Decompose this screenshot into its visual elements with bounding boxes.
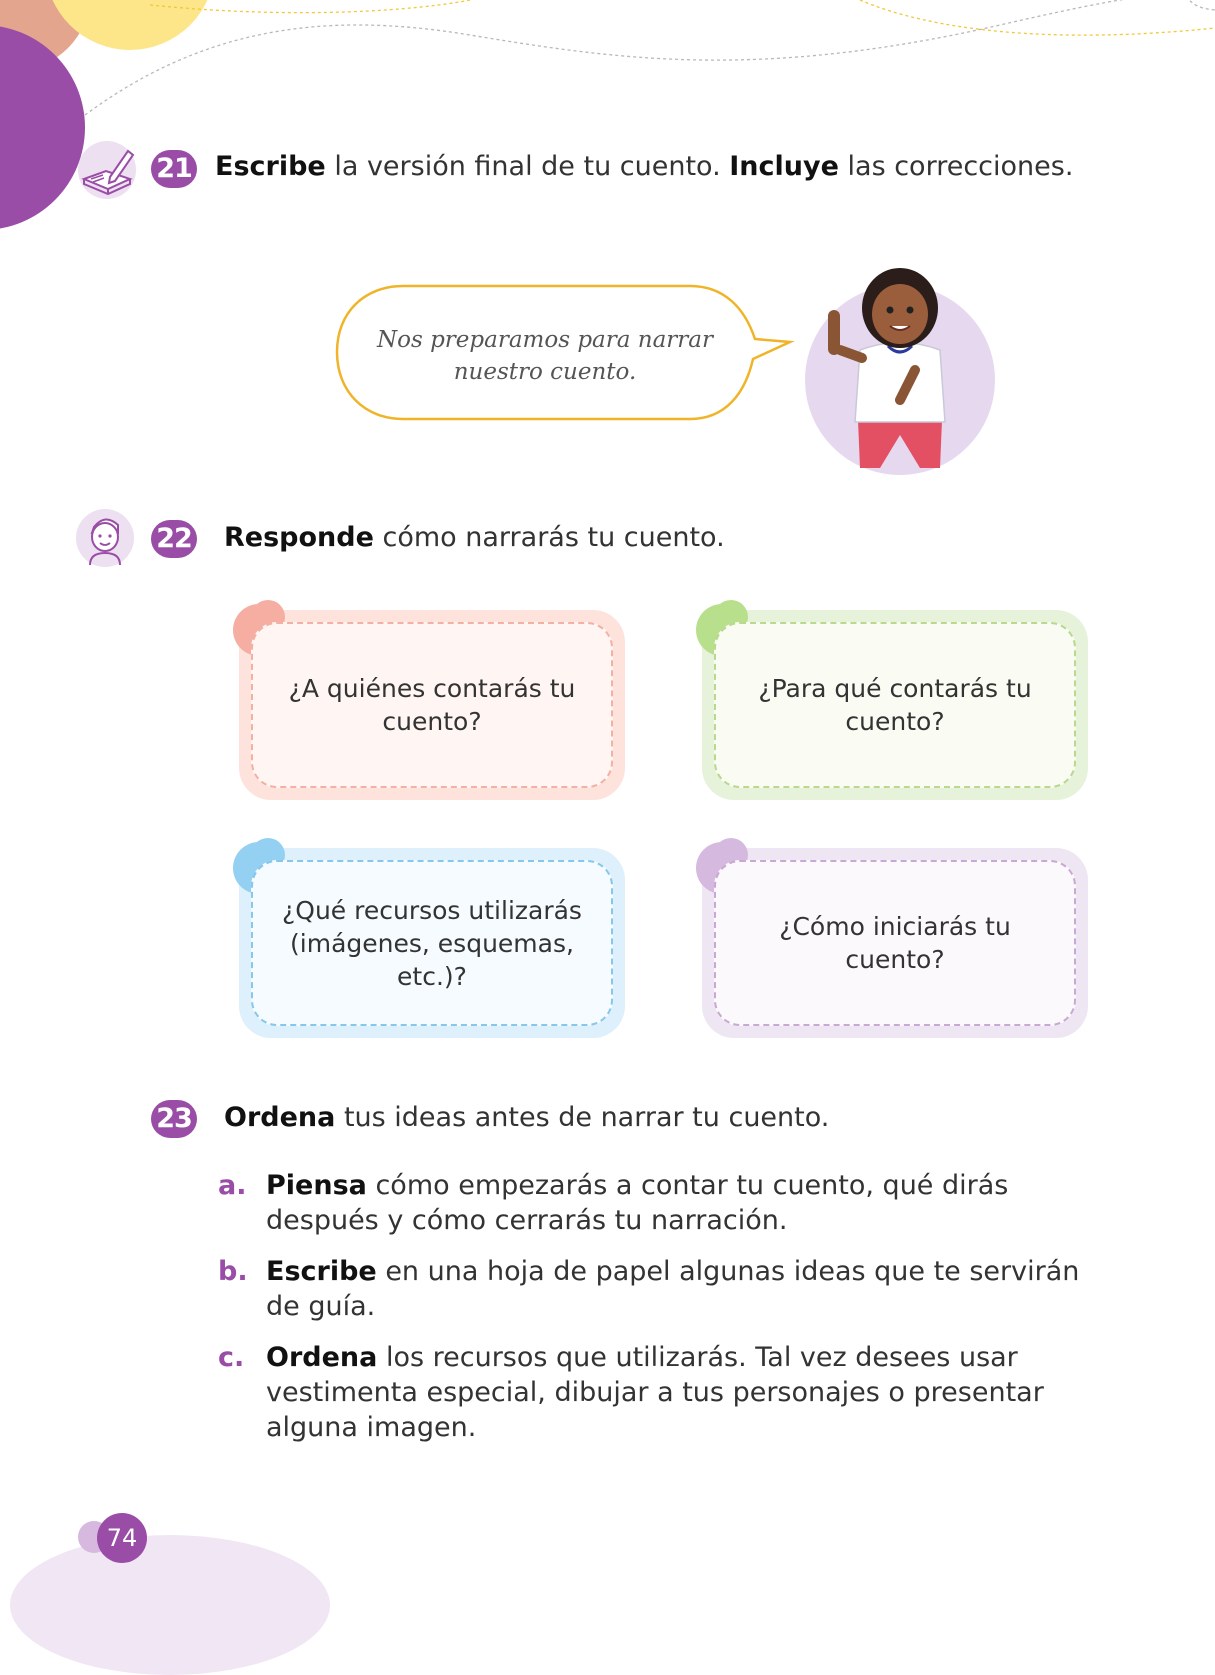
instruction-verb: Responde	[224, 522, 374, 553]
instruction-text: la versión final de tu cuento.	[325, 151, 730, 182]
girl-illustration	[800, 250, 1000, 480]
instruction-text: cómo narrarás tu cuento.	[373, 522, 725, 553]
speech-bubble	[335, 284, 765, 422]
list-item-verb: Ordena	[266, 1342, 378, 1373]
instruction-text: tus ideas antes de narrar tu cuento.	[335, 1102, 830, 1133]
writing-book-icon	[78, 141, 136, 199]
list-item-text	[266, 1168, 1096, 1238]
instruction-verb: Escribe	[215, 151, 326, 182]
activity-number-21: 21	[151, 150, 197, 188]
instruction-verb: Ordena	[224, 1102, 336, 1133]
speech-bubble-text	[375, 324, 715, 388]
list-item-c	[218, 1340, 1088, 1448]
question-card-resources	[239, 848, 625, 1038]
activity-22-instruction	[224, 522, 725, 553]
decor-lilac-bottom	[10, 1535, 330, 1675]
list-item-text	[266, 1340, 1096, 1445]
list-letter: a.	[218, 1170, 247, 1201]
instruction-verb: Incluye	[729, 151, 839, 182]
list-item-b	[218, 1254, 1088, 1326]
instruction-text: las correcciones.	[838, 151, 1074, 182]
activity-number-23: 23	[151, 1100, 197, 1138]
list-item-text	[266, 1254, 1096, 1324]
question-card-audience	[239, 610, 625, 800]
question-card-text: ¿Para qué contarás tu cuento?	[714, 622, 1076, 788]
activity-23-instruction	[224, 1102, 829, 1133]
student-face-icon	[76, 509, 134, 567]
page-number: 74	[97, 1513, 147, 1563]
list-item-body: cómo empezarás a contar tu cuento, qué dirás después y cómo cerrarás tu narración.	[266, 1170, 1009, 1236]
question-card-purpose	[702, 610, 1088, 800]
list-item-a	[218, 1168, 1088, 1240]
question-card-text: ¿Cómo iniciarás tu cuento?	[714, 860, 1076, 1026]
activity-21-instruction	[215, 151, 1073, 182]
question-card-text: ¿Qué recursos utilizarás (imágenes, esquemas, etc.)?	[251, 860, 613, 1026]
list-item-body: los recursos que utilizarás. Tal vez desees usar vestimenta especial, dibujar a tus personajes o presentar alguna imagen.	[266, 1342, 1044, 1443]
activity-number-22: 22	[151, 520, 197, 558]
list-item-verb: Piensa	[266, 1170, 367, 1201]
list-item-body: en una hoja de papel algunas ideas que te servirán de guía.	[266, 1256, 1080, 1322]
speech-bubble-line: Nos preparamos para narrar	[376, 327, 713, 353]
speech-bubble-line: nuestro cuento.	[453, 359, 637, 385]
list-letter: b.	[218, 1256, 248, 1287]
question-card-start	[702, 848, 1088, 1038]
list-letter: c.	[218, 1342, 245, 1373]
question-card-text: ¿A quiénes contarás tu cuento?	[251, 622, 613, 788]
list-item-verb: Escribe	[266, 1256, 377, 1287]
decor-dotted-lines	[0, 0, 1215, 120]
